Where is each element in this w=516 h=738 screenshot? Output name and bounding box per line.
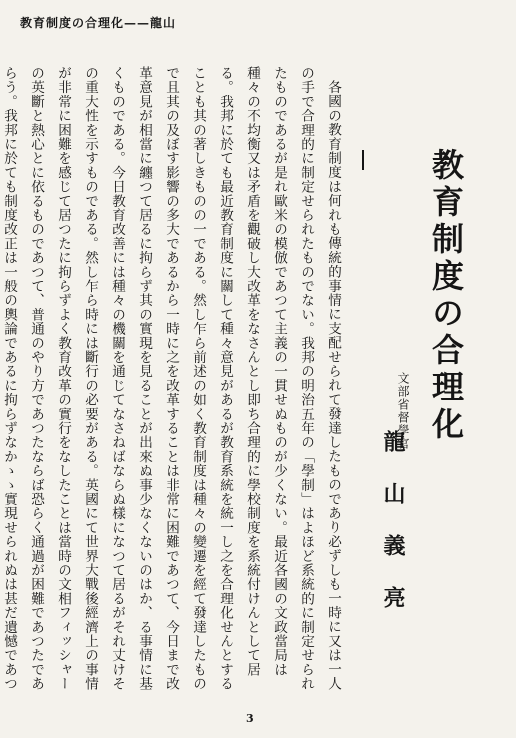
section-number	[362, 150, 364, 170]
author-affiliation: 文部省督學官	[396, 372, 410, 450]
page-number: 3	[246, 712, 254, 725]
paragraph-1: 各國の教育制度は何れも傳統的事情に支配せられて發達したものであり必ずしも一時に又は一人の手で合理的に制定せられたものでない。我邦の明治五年の「學制」はよほど系統的に制定せられたものであるが是れ歐米の模倣であつて主義の一貫せぬものが少くない。最近各國の文政當局は種々の不均衡又は矛盾を觀破し大改革をなさんとし即ち合理的に學校制度を系統付けんとして居る。我邦に於ても最近教育制度に關して種々意見があるが教育系統を統一し之を合理化せんとすることも其の著しきものの一である。然し乍ら前述の如く教育制度は種々の變遷を經て發達したもので且其の及ぼす影響の多大であるから一時に之を改革することは非常に困難であつて、今日まで改革意見が相當に纏つて居るに拘らず其の實現を見ることが出來ぬ事少なくないのはか、る事情に基くものである。今日教育改善には種々の機關を通じてなさねばならぬ樣になつて居るがそれ丈けその重大性を示すものである。然し乍ら時には斷行の必要がある。英國にて世界大戰後經濟上の事情が非常に困難を感じて居つたに拘らずよく教育改革の實行をなしたことは當時の文相フィッシャーの英斷と熱心とに依るものであつて、普通のやり方であつたならば恐らく通過が困難であつたであらう。我邦に於ても制度改正は一般の輿論であるに拘らずなかゝゝ實現せられぬは甚だ遺憾であつ	[1, 66, 341, 691]
running-header: 教育制度の合理化——龍山	[20, 16, 177, 30]
author-name: 龍山義亮	[380, 430, 406, 638]
body-text	[1, 66, 346, 692]
article-title-text: 教育制度の合理化	[427, 148, 465, 444]
article-title	[426, 148, 466, 444]
